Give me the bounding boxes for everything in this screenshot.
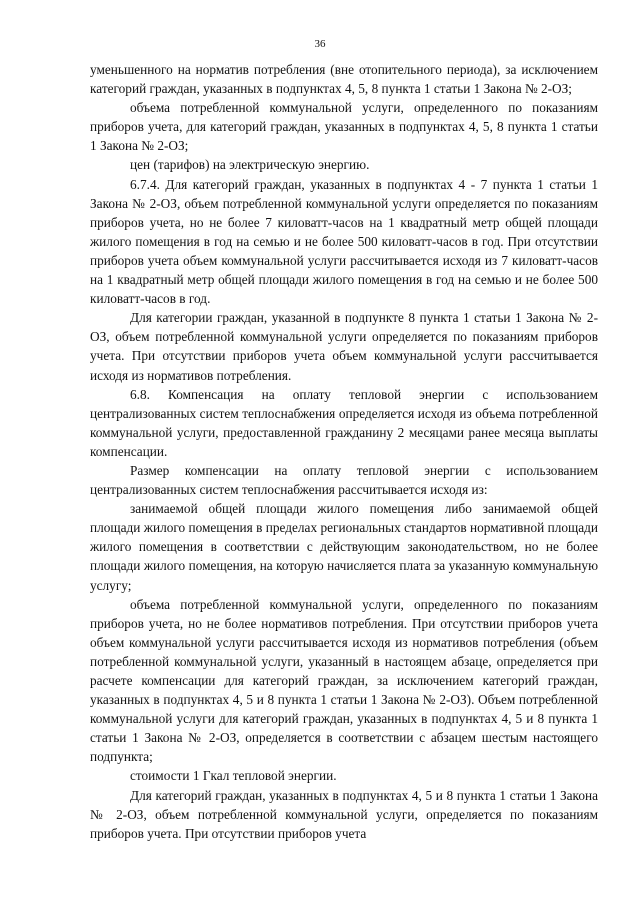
document-body bbox=[90, 60, 598, 843]
page-number: 36 bbox=[314, 38, 326, 50]
paragraph: объема потребленной коммунальной услуги, определенного по показаниям приборов учета, но не более нормативов потребления. При отсутствии приборов учета объем коммунальной услуги рассчитывается исходя из нормативов потребления (объем потребленной коммунальной услуги, указанный в настоящем абзаце, определяется при расчете компенсации для категорий граждан, за исключением категорий граждан, указанных в подпунктах 4, 5 и 8 пункта 1 статьи 1 Закона № 2-ОЗ). Объем потребленной коммунальной услуги для категорий граждан, указанных в подпунктах 4, 5 и 8 пункта 1 статьи 1 Закона № 2-ОЗ, определяется в соответствии с абзацем шестым настоящего подпункта; bbox=[90, 596, 598, 765]
paragraph: Для категорий граждан, указанных в подпунктах 4, 5 и 8 пункта 1 статьи 1 Закона № 2-ОЗ, объем потребленной коммунальной услуги, определяется по показаниям приборов учета. При отсутствии приборов учета bbox=[90, 787, 598, 841]
paragraph: занимаемой общей площади жилого помещения либо занимаемой общей площади жилого помещения в пределах региональных стандартов нормативной площади жилого помещения в соответствии с действующим законодательством, но не более площади жилого помещения, на которую начисляется плата за указанную коммунальную услугу; bbox=[90, 501, 598, 593]
paragraph: объема потребленной коммунальной услуги, определенного по показаниям приборов учета, для категорий граждан, указанных в подпунктах 4, 5, 8 пункта 1 статьи 1 Закона № 2-ОЗ; bbox=[90, 100, 598, 154]
paragraph: цен (тарифов) на электрическую энергию. bbox=[130, 157, 370, 173]
paragraph: уменьшенного на норматив потребления (вне отопительного периода), за исключением категорий граждан, указанных в подпунктах 4, 5, 8 пункта 1 статьи 1 Закона № 2-ОЗ; bbox=[90, 62, 598, 97]
paragraph: Размер компенсации на оплату тепловой энергии с использованием централизованных систем теплоснабжения рассчитывается исходя из: bbox=[90, 462, 598, 498]
paragraph: 6.8. Компенсация на оплату тепловой энергии с использованием централизованных систем теплоснабжения определяется исходя из объема потребленной коммунальной услуги, предоставленной гражданину 2 месяцами ранее месяца выплаты компенсации. bbox=[90, 386, 598, 459]
paragraph: стоимости 1 Гкал тепловой энергии. bbox=[130, 768, 337, 784]
paragraph: 6.7.4. Для категорий граждан, указанных в подпунктах 4 - 7 пункта 1 статьи 1 Закона № 2-ОЗ, объем потребленной коммунальной услуги определяется по показаниям приборов учета, но не более 7 киловатт-часов на 1 квадратный метр общей площади жилого помещения в год на семью и не более 500 киловатт-часов в год. При отсутствии приборов учета объем коммунальной услуги рассчитывается исходя из 7 киловатт-часов на 1 квадратный метр общей площади жилого помещения в год на семью и не более 500 киловатт-часов в год. bbox=[90, 176, 598, 307]
paragraph: Для категории граждан, указанной в подпункте 8 пункта 1 статьи 1 Закона № 2-ОЗ, объем потребленной коммунальной услуги определяется по показаниям приборов учета. При отсутствии приборов учета объем коммунальной услуги рассчитывается исходя из нормативов потребления. bbox=[90, 310, 598, 383]
